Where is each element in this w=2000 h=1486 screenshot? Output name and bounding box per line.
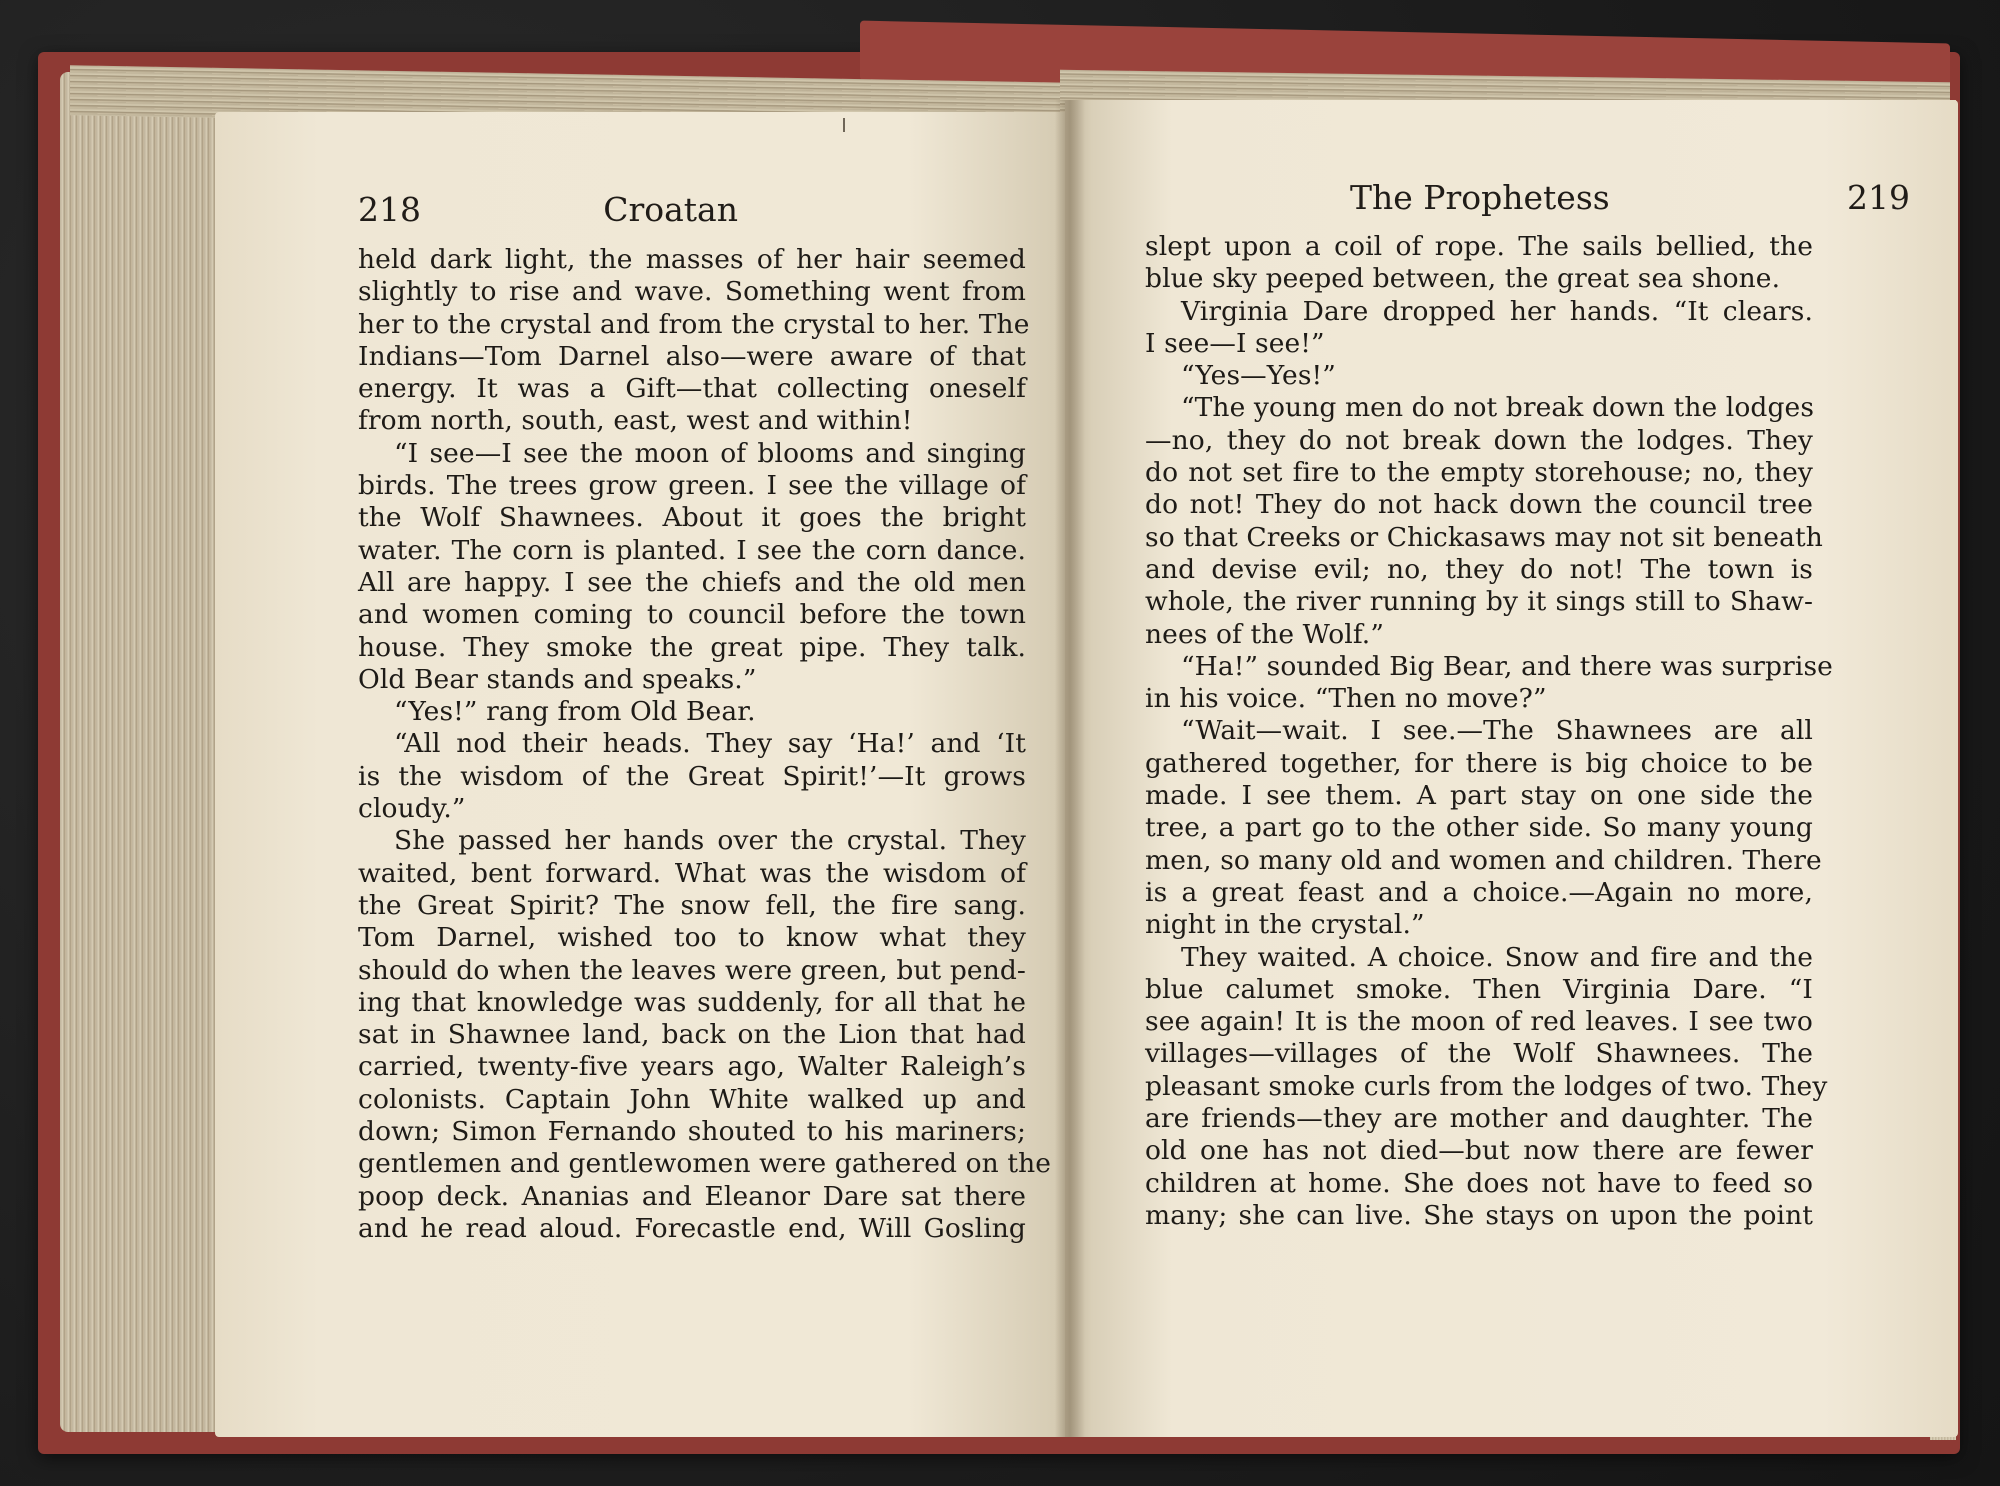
text-line: gentlemen and gentlewomen were gathered on the <box>358 1148 1052 1180</box>
text-line: Tom Darnel, wished too to know what they <box>358 922 1026 954</box>
text-line: tree, a part go to the other side. So many young <box>1145 812 1813 844</box>
text-line: “Yes!” rang from Old Bear. <box>394 696 756 728</box>
text-line: so that Creeks or Chickasaws may not sit beneath <box>1145 521 1823 553</box>
text-line: held dark light, the masses of her hair seemed <box>358 244 1026 275</box>
text-line: Indians—Tom Darnel also—were aware of that <box>358 340 1026 372</box>
text-line: She passed her hands over the crystal. They <box>394 825 1026 857</box>
text-line: ing that knowledge was suddenly, for all that he <box>358 986 1026 1018</box>
running-head: The Prophetess <box>1350 178 1610 217</box>
text-line: and devise evil; no, they do not! The town is <box>1145 553 1813 585</box>
text-line: cloudy.” <box>358 793 466 825</box>
text-line: Old Bear stands and speaks.” <box>358 663 757 695</box>
text-line: are friends—they are mother and daughter. The <box>1145 1103 1813 1135</box>
text-line: many; she can live. She stays on upon the point <box>1145 1199 1813 1231</box>
text-line: from north, south, east, west and within! <box>358 405 913 437</box>
text-line: poop deck. Ananias and Eleanor Dare sat there <box>358 1180 1026 1212</box>
text-line: water. The corn is planted. I see the corn dance. <box>358 534 1026 566</box>
text-line: villages—villages of the Wolf Shawnees. The <box>1145 1038 1813 1070</box>
text-line: in his voice. “Then no move?” <box>1145 683 1547 715</box>
text-line: Virginia Dare dropped her hands. “It clears. <box>1181 295 1813 327</box>
right-page <box>1065 100 1958 1437</box>
text-line: —no, they do not break down the lodges. They <box>1145 424 1813 456</box>
text-line: and women coming to council before the town <box>358 599 1026 631</box>
text-line: “I see—I see the moon of blooms and singing <box>394 437 1026 469</box>
text-line: “The young men do not break down the lodges <box>1181 392 1815 424</box>
text-line: “All nod their heads. They say ‘Ha!’ and ‘It <box>394 728 1026 760</box>
left-page <box>215 112 1080 1437</box>
text-line: gathered together, for there is big choice to be <box>1145 747 1813 779</box>
text-line: is a great feast and a choice.—Again no more, <box>1145 876 1813 908</box>
text-line: slept upon a coil of rope. The sails bellied, the <box>1145 231 1813 262</box>
text-line: her to the crystal and from the crystal to her. The <box>358 308 1030 340</box>
text-line: see again! It is the moon of red leaves. I see two <box>1145 1006 1813 1038</box>
text-line: birds. The trees grow green. I see the village of <box>358 470 1026 502</box>
page-number: 219 <box>1847 178 1910 217</box>
text-line: I see—I see!” <box>1145 327 1325 359</box>
right-page-header <box>1350 178 1910 217</box>
text-line: pleasant smoke curls from the lodges of two. They <box>1145 1070 1828 1102</box>
text-line: night in the crystal.” <box>1145 909 1425 941</box>
text-line: whole, the river running by it sings still to Shaw- <box>1145 586 1813 618</box>
text-line: nees of the Wolf.” <box>1145 618 1384 650</box>
text-line: “Ha!” sounded Big Bear, and there was surprise <box>1181 650 1833 682</box>
text-line: children at home. She does not have to feed so <box>1145 1167 1813 1199</box>
text-line: blue calumet smoke. Then Virginia Dare. “I <box>1145 973 1813 1005</box>
left-page-text <box>358 244 1052 1245</box>
text-line: carried, twenty-five years ago, Walter Raleigh’s <box>358 1051 1026 1083</box>
book-gutter <box>1055 100 1085 1437</box>
text-line: do not set fire to the empty storehouse; no, they <box>1145 457 1813 489</box>
text-line: All are happy. I see the chiefs and the old men <box>358 566 1026 598</box>
text-line: down; Simon Fernando shouted to his mariners; <box>358 1116 1026 1148</box>
text-line: blue sky peeped between, the great sea shone. <box>1145 263 1781 295</box>
text-line: waited, bent forward. What was the wisdom of <box>358 857 1026 889</box>
text-line: should do when the leaves were green, but pend- <box>358 954 1026 986</box>
text-line: “Wait—wait. I see.—The Shawnees are all <box>1181 715 1813 747</box>
left-page-header <box>358 190 738 229</box>
text-line: the Wolf Shawnees. About it goes the bright <box>358 502 1026 534</box>
text-line: men, so many old and women and children. There <box>1145 844 1822 876</box>
text-line: house. They smoke the great pipe. They talk. <box>358 631 1026 663</box>
text-line: and he read aloud. Forecastle end, Will Gosling <box>358 1212 1026 1244</box>
text-line: They waited. A choice. Snow and fire and the <box>1181 941 1813 973</box>
text-line: the Great Spirit? The snow fell, the fire sang. <box>358 889 1026 921</box>
page-number: 218 <box>358 190 421 229</box>
text-line: made. I see them. A part stay on one side the <box>1145 780 1813 812</box>
page-edges-left <box>60 72 225 1432</box>
text-line: old one has not died—but now there are fewer <box>1145 1135 1813 1167</box>
text-line: colonists. Captain John White walked up and <box>358 1083 1026 1115</box>
text-line: slightly to rise and wave. Something went from <box>358 276 1026 308</box>
text-line: is the wisdom of the Great Spirit!’—It grows <box>358 760 1026 792</box>
pencil-mark <box>843 118 845 132</box>
text-line: energy. It was a Gift—that collecting oneself <box>358 373 1026 405</box>
text-line: do not! They do not hack down the council tree <box>1145 489 1813 521</box>
text-line: “Yes—Yes!” <box>1181 360 1336 392</box>
running-head: Croatan <box>603 190 738 229</box>
text-line: sat in Shawnee land, back on the Lion that had <box>358 1019 1026 1051</box>
right-page-text <box>1145 231 1833 1232</box>
